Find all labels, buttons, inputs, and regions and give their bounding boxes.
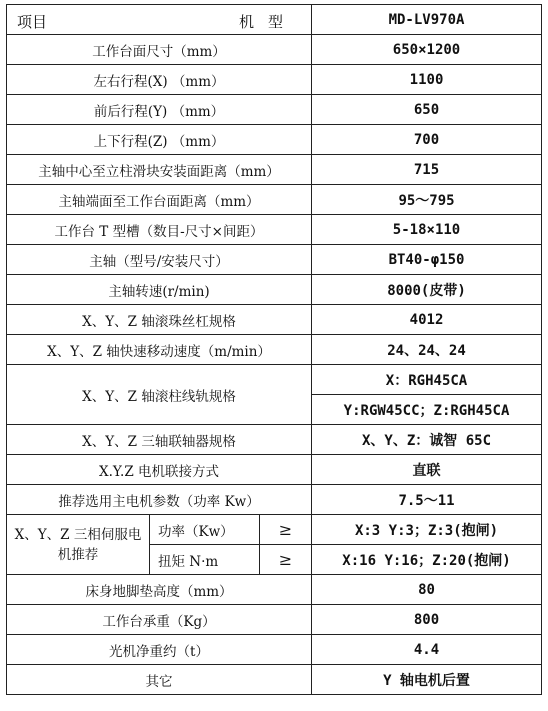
row-label: X.Y.Z 电机联接方式 <box>7 455 312 485</box>
row-label: 光机净重约（t） <box>7 635 312 665</box>
table-row <box>7 455 542 485</box>
table-row <box>7 275 542 305</box>
row-label: 主轴转速(r/min) <box>7 275 312 305</box>
row-value: 8000(皮带) <box>312 275 542 305</box>
header-row <box>7 5 542 35</box>
row-value: 直联 <box>312 455 542 485</box>
header-label-cell <box>7 5 312 35</box>
row-value: 5-18×110 <box>312 215 542 245</box>
rail-value-yz: Y:RGW45CC；Z:RGH45CA <box>312 395 542 425</box>
row-label: X、Y、Z 轴快速移动速度（m/min） <box>7 335 312 365</box>
row-value: 4012 <box>312 305 542 335</box>
header-model-label: 机型 <box>239 13 298 31</box>
servo-torque-value: X:16 Y:16；Z:20(抱闸) <box>312 545 542 575</box>
row-label: X、Y、Z 三轴联轴器规格 <box>7 425 312 455</box>
table-row <box>7 335 542 365</box>
servo-power-value: X:3 Y:3；Z:3(抱闸) <box>312 515 542 545</box>
table-row <box>7 65 542 95</box>
row-label: 上下行程(Z) （mm） <box>7 125 312 155</box>
table-row <box>7 605 542 635</box>
rail-value-x: X：RGH45CA <box>312 365 542 395</box>
row-label: X、Y、Z 轴滚珠丝杠规格 <box>7 305 312 335</box>
row-label: 工作台 T 型槽（数目-尺寸×间距） <box>7 215 312 245</box>
table-row <box>7 35 542 65</box>
row-value: 24、24、24 <box>312 335 542 365</box>
row-value: 95～795 <box>312 185 542 215</box>
row-value: 715 <box>312 155 542 185</box>
row-value: 80 <box>312 575 542 605</box>
row-value: 7.5～11 <box>312 485 542 515</box>
table-row <box>7 125 542 155</box>
servo-torque-symbol: ≥ <box>260 545 312 575</box>
row-label: 主轴端面至工作台面距离（mm） <box>7 185 312 215</box>
servo-power-symbol: ≥ <box>260 515 312 545</box>
table-row <box>7 305 542 335</box>
spec-table <box>6 4 542 695</box>
row-label: 左右行程(X) （mm） <box>7 65 312 95</box>
table-row <box>7 515 542 545</box>
row-label: 前后行程(Y) （mm） <box>7 95 312 125</box>
row-label: 其它 <box>7 665 312 695</box>
row-label: 工作台面尺寸（mm） <box>7 35 312 65</box>
servo-label: X、Y、Z 三相伺服电机推荐 <box>7 515 150 575</box>
table-row <box>7 155 542 185</box>
row-label: 床身地脚垫高度（mm） <box>7 575 312 605</box>
row-value: 800 <box>312 605 542 635</box>
row-label: 主轴中心至立柱滑块安装面距离（mm） <box>7 155 312 185</box>
row-value: Y 轴电机后置 <box>312 665 542 695</box>
row-value: BT40-φ150 <box>312 245 542 275</box>
row-value: 650×1200 <box>312 35 542 65</box>
row-value: 700 <box>312 125 542 155</box>
model-name: MD-LV970A <box>312 5 542 35</box>
table-row <box>7 425 542 455</box>
table-row <box>7 575 542 605</box>
row-value: 650 <box>312 95 542 125</box>
row-label: 推荐选用主电机参数（功率 Kw） <box>7 485 312 515</box>
servo-torque-label: 扭矩 N·m <box>150 545 260 575</box>
row-value: 1100 <box>312 65 542 95</box>
servo-power-label: 功率（Kw） <box>150 515 260 545</box>
table-row <box>7 665 542 695</box>
header-item-label: 项目 <box>17 13 48 31</box>
table-row <box>7 215 542 245</box>
table-row <box>7 485 542 515</box>
table-row <box>7 635 542 665</box>
spec-table-wrapper <box>6 4 542 695</box>
table-row <box>7 365 542 395</box>
row-value: X、Y、Z：诚智 65C <box>312 425 542 455</box>
row-value: 4.4 <box>312 635 542 665</box>
table-row <box>7 245 542 275</box>
table-row <box>7 95 542 125</box>
rail-label: X、Y、Z 轴滚柱线轨规格 <box>7 365 312 425</box>
row-label: 主轴（型号/安装尺寸） <box>7 245 312 275</box>
row-label: 工作台承重（Kg） <box>7 605 312 635</box>
table-row <box>7 185 542 215</box>
